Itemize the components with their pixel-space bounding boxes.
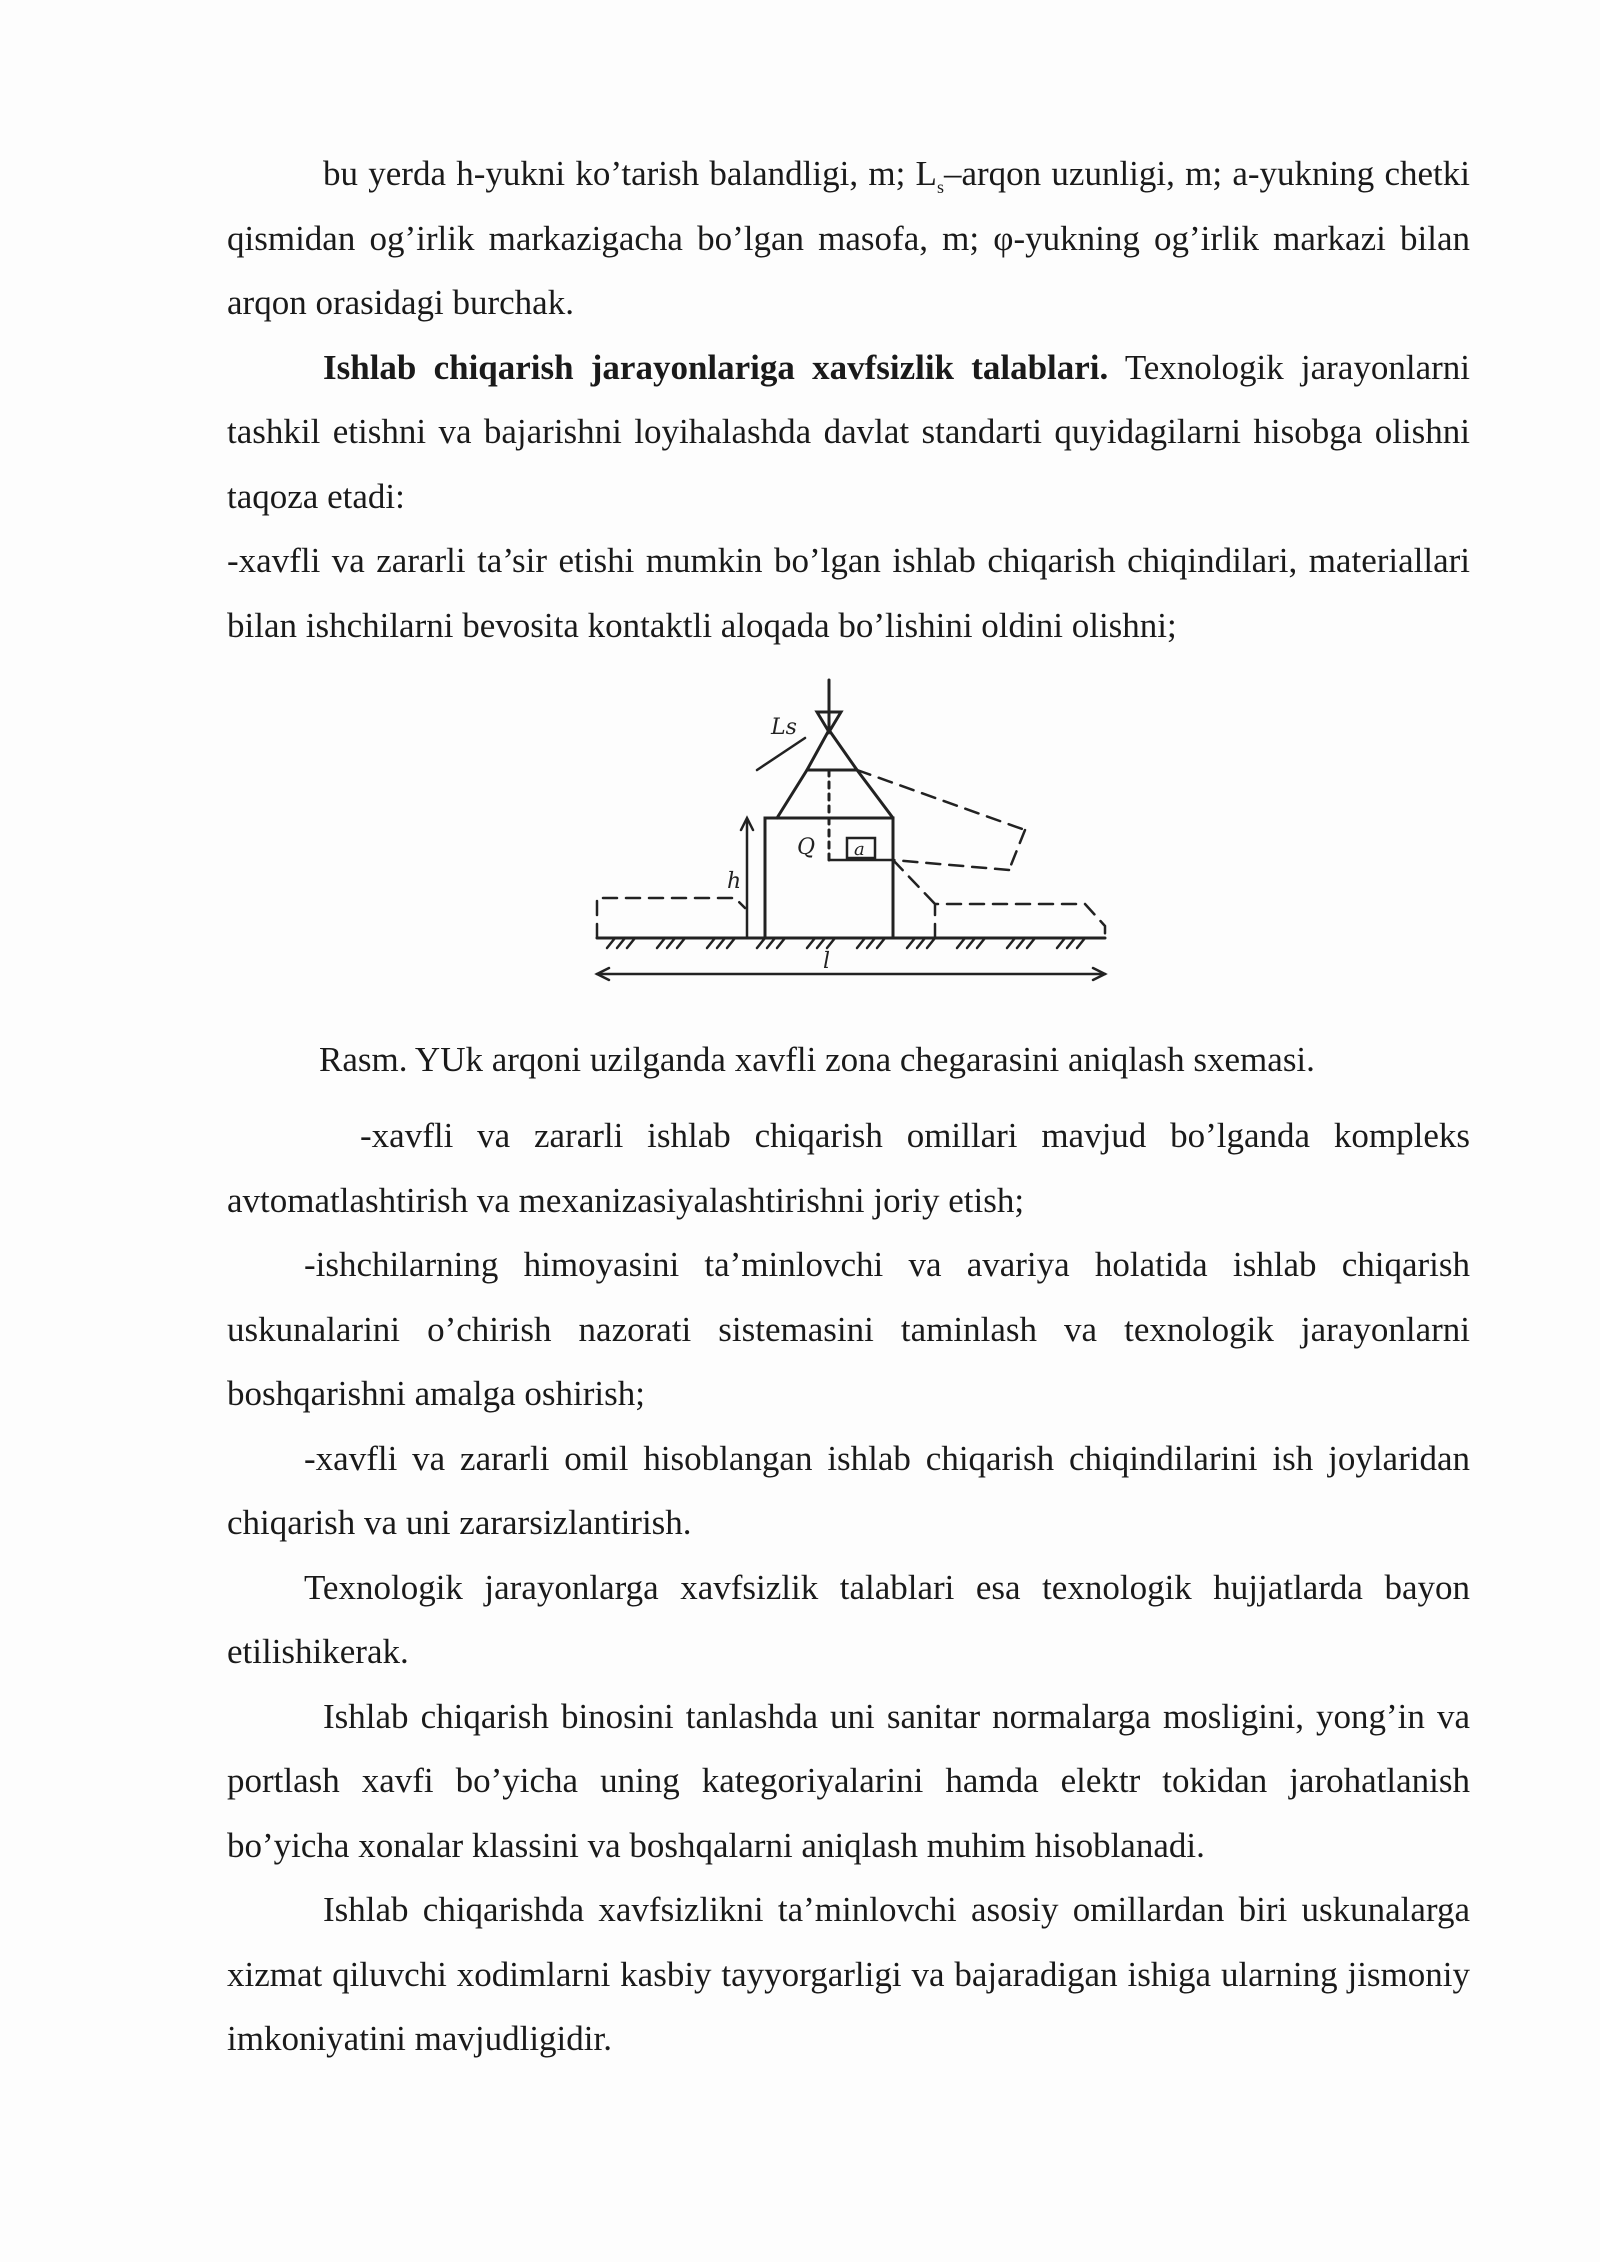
tilted-load-outline	[857, 770, 1025, 904]
subscript-s: s	[936, 177, 944, 197]
left-sling	[807, 730, 829, 770]
crane-load-hazard-diagram	[557, 670, 1147, 1000]
text-section-bottom	[227, 1104, 1470, 2072]
paragraph-staff-training: Ishlab chiqarishda xavfsizlikni ta’minlovchi asosiy omillardan biri uskunalarga xizmat qiluvchi xodimlarni kasbiy tayyorgarligi va bajaradigan ishiga ularning jismoniy imkoniyatini mavjudligidir.	[227, 1890, 1470, 2058]
label-q: Q	[797, 835, 816, 860]
label-ls: Ls	[771, 715, 797, 740]
paragraph-technological-docs: Texnologik jarayonlarga xavfsizlik talablari esa texnologik hujjatlarda bayon etilishikerak.	[227, 1567, 1470, 1671]
text-section-top	[227, 142, 1470, 658]
section-heading: Ishlab chiqarish jarayonlariga xavfsizlik talablari.	[323, 347, 1109, 387]
paragraph-building-selection: Ishlab chiqarish binosini tanlashda uni sanitar normalarga mosligini, yong’in va portlash xavfi bo’yicha uning kategoriyalarini hamda elektr tokidan jarohatlanish bo’yicha xonalar klassini va boshqalarni aniqlash muhim hisoblanadi.	[227, 1696, 1470, 1865]
paragraph-requirements: Ishlab chiqarish jarayonlariga xavfsizlik talablari. Texnologik jarayonlarni tashkil etishni va bajarishni loyihalashda davlat standarti quyidagilarni hisobga olishni taqoza etadi:	[227, 347, 1470, 516]
right-fallen-load-outline	[935, 904, 1105, 938]
label-h: h	[727, 869, 742, 894]
paragraph-item-contact: -xavfli va zararli ta’sir etishi mumkin bo’lgan ishlab chiqarish chiqindilari, materiallari bilan ishchilarni bevosita kontaktli aloqada bo’lishini oldini olishni;	[227, 541, 1470, 645]
right-sling	[829, 730, 857, 770]
sling-frame	[777, 770, 893, 818]
sling-length-marker	[757, 738, 805, 770]
left-fallen-load-outline	[597, 898, 745, 938]
paragraph-definitions: bu yerda h-yukni ko’tarish balandligi, m; $L_s$–arqon uzunligi, m; a-yukning chetki qismidan og’irlik markazigacha bo’lgan masofa, m; φ-yukning og’irlik markazi bilan arqon orasidagi burchak.	[227, 154, 1471, 322]
paragraph-item-automation: -xavfli va zararli ishlab chiqarish omillari mavjud bo’lganda kompleks avtomatlashtirish va mexanizasiyalashtirishni joriy etish;	[227, 1116, 1470, 1220]
paragraph-item-waste: -xavfli va zararli omil hisoblangan ishlab chiqarish chiqindilarini ish joylaridan chiqarish va uni zararsizlantirish.	[227, 1438, 1470, 1542]
label-l: l	[823, 949, 831, 974]
figure-caption: Rasm. YUk arqoni uzilganda xavfli zona chegarasini aniqlash sxemasi.	[319, 1040, 1315, 1079]
label-a: a	[854, 839, 865, 860]
paragraph-item-protection: -ishchilarning himoyasini ta’minlovchi va avariya holatida ishlab chiqarish uskunalarini o’chirish nazorati sistemasini taminlash va texnologik jarayonlarni boshqarishni amalga oshirish;	[227, 1245, 1470, 1413]
